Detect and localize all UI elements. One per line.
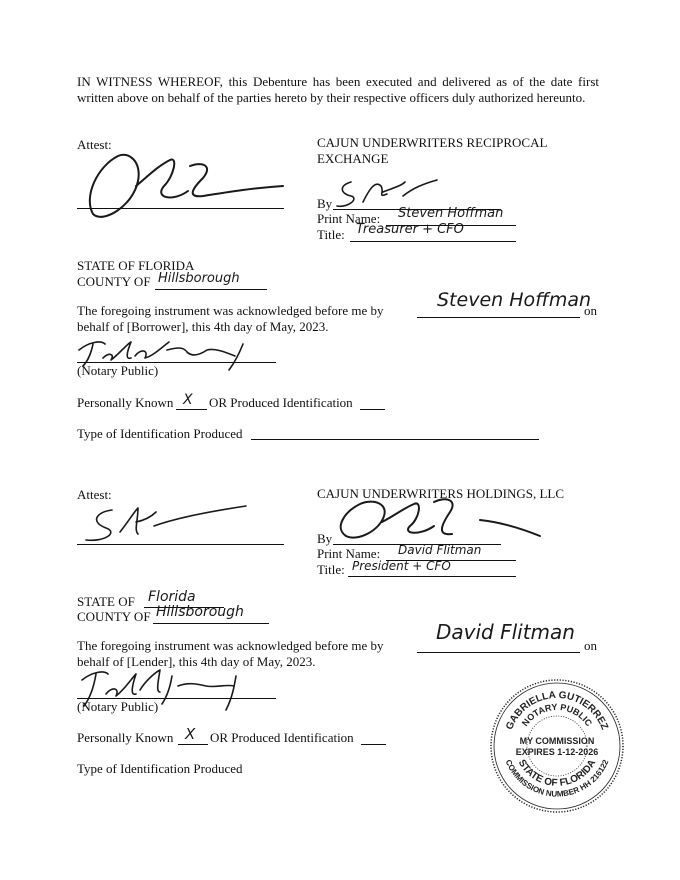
title-line-2 (348, 576, 516, 577)
personally-known-label-1: Personally Known (77, 395, 174, 410)
company-name-2: CAJUN UNDERWRITERS HOLDINGS, LLC (317, 486, 564, 501)
seal-center-line2: EXPIRES 1-12-2026 (515, 747, 599, 757)
or-produced-line-1 (360, 409, 385, 410)
county-label-1: COUNTY OF (77, 274, 151, 289)
by-label-2: By (317, 531, 333, 546)
attest-line-1 (77, 208, 284, 209)
or-produced-label-2: OR Produced Identification (210, 730, 354, 745)
attest-line-2 (77, 544, 284, 545)
ack-name-2: David Flitman (436, 620, 575, 644)
personally-known-line-1 (176, 409, 207, 410)
company-name-1: CAJUN UNDERWRITERS RECIPROCAL (317, 135, 548, 150)
company-name-1-line2: EXCHANGE (317, 151, 389, 166)
type-id-label-1: Type of Identification Produced (77, 426, 243, 441)
witness-paragraph: IN WITNESS WHEREOF, this Debenture has been executed and delivered as of the date first written above on behalf of the parties hereto by their respective officers duly authorized hereunto. (77, 74, 599, 105)
title-line-1 (350, 241, 516, 242)
title-value-1: Treasurer + CFO (356, 222, 464, 237)
or-produced-label-1: OR Produced Identification (209, 395, 353, 410)
notary-label-2: (Notary Public) (77, 699, 159, 714)
attest-signature-1 (78, 146, 288, 226)
attest-signature-2 (76, 504, 286, 548)
attest-label: Attest: (77, 137, 112, 152)
state-value-2: Florida (148, 589, 196, 605)
by-signature-1 (333, 176, 443, 210)
seal-sub-bottom-arc: COMMISSION NUMBER HH 216122 (503, 758, 611, 799)
county-label-2: COUNTY OF (77, 609, 151, 624)
ack-name-1: Steven Hoffman (437, 289, 592, 311)
ack-name-line-1 (417, 317, 580, 318)
by-label-1: By (317, 196, 333, 211)
seal-top-arc: GABRIELLA GUTIERREZ (504, 689, 610, 732)
county-value-1: Hillsborough (158, 271, 240, 286)
print-name-label-1: Print Name: (317, 211, 381, 226)
personally-known-mark-2: X (185, 725, 196, 743)
seal-center-line1: MY COMMISSION (519, 736, 595, 746)
print-name-label-2: Print Name: (317, 546, 381, 561)
print-name-value-2: David Flitman (398, 543, 482, 557)
ack-name-line-2 (417, 652, 580, 653)
title-value-2: President + CFO (352, 559, 451, 573)
type-id-line-1 (251, 439, 539, 440)
print-name-value-1: Steven Hoffman (398, 206, 504, 221)
state-label-2: STATE OF (77, 594, 135, 609)
personally-known-mark-1: X (183, 392, 193, 408)
type-id-label-2: Type of Identification Produced (77, 761, 243, 776)
state-line-1: STATE OF FLORIDA (77, 258, 195, 273)
county-line-1 (155, 289, 267, 290)
ack-text-1: The foregoing instrument was acknowledged before me by (77, 303, 384, 318)
title-label-1: Title: (317, 227, 345, 242)
ack-on-1: on (584, 303, 597, 318)
seal-sub-arc: NOTARY PUBLIC (519, 701, 595, 729)
ack-line2-1: behalf of [Borrower], this 4th day of May, 2023. (77, 319, 329, 334)
attest-label-2: Attest: (77, 487, 112, 502)
notary-seal (487, 676, 627, 816)
county-value-2: Hillsborough (156, 604, 244, 620)
county-line-2 (153, 623, 269, 624)
personally-known-line-2 (178, 744, 208, 745)
or-produced-line-2 (361, 744, 386, 745)
title-label-2: Title: (317, 562, 345, 577)
ack-on-2: on (584, 638, 597, 653)
notary-label-1: (Notary Public) (77, 363, 159, 378)
ack-text-2: The foregoing instrument was acknowledged before me by (77, 638, 384, 653)
ack-line2-2: behalf of [Lender], this 4th day of May, 2023. (77, 654, 316, 669)
seal-bottom-arc: STATE OF FLORIDA (515, 757, 599, 789)
personally-known-label-2: Personally Known (77, 730, 174, 745)
